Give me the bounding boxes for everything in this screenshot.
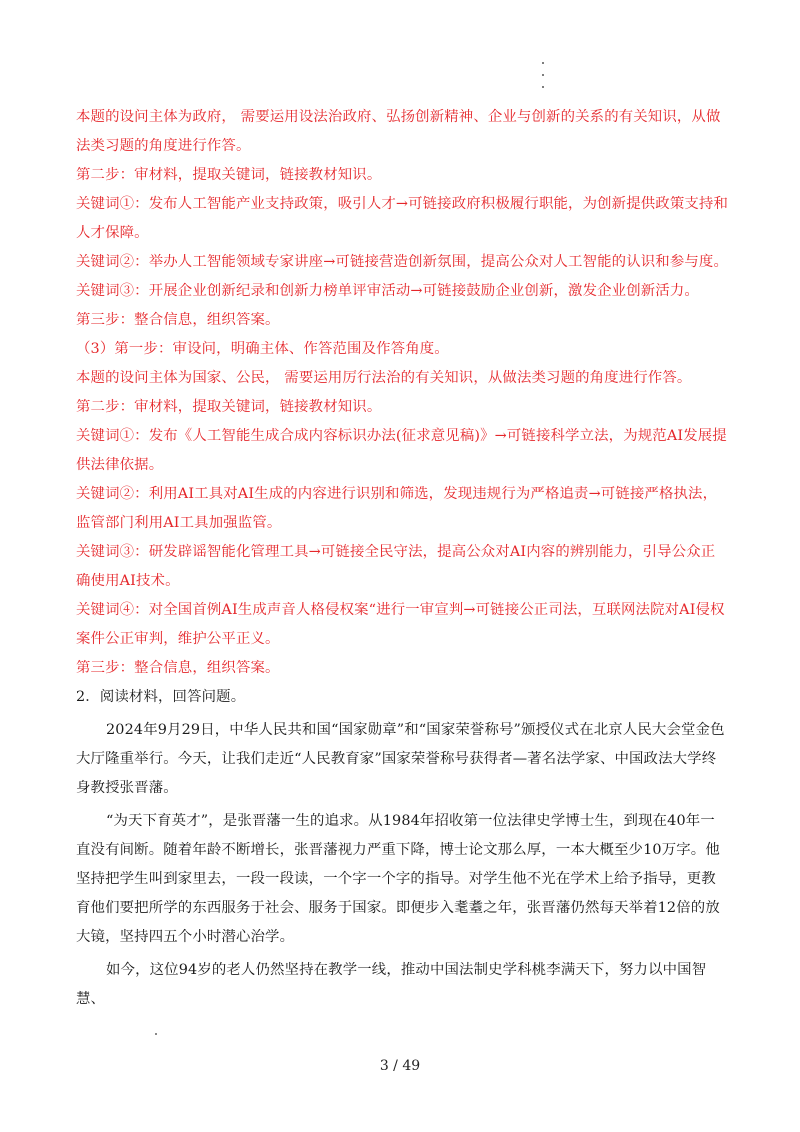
footer-mark [155,1033,157,1035]
paragraph: 本题的设问主体为国家、公民， 需要运用厉行法治的有关知识，从做法类习题的角度进行作答。 [76,370,692,386]
paragraph: “为天下育英才”，是张晋藩一生的追求。从1984年招收第一位法律史学博士生，到现在40年一直没有间断。随着年龄不断增长，张晋藩视力严重下降，博士论文那么厚，一本大概至少10万字。他坚持把学生叫到家里去，一段一段读，一个字一个字的指导。对学生他不光在学术上给予指导，更教育他们要把所学的东西服务于社会、服务于国家。即便步入耄耋之年，张晋藩仍然每天举着12倍的放大镜，坚持四五个小时潜心治学。 [76,813,720,945]
page-number: 3 / 49 [379,1058,421,1074]
paragraph: 第二步：审材料，提取关键词，链接教材知识。 [76,399,382,415]
paragraph: 关键词④：对全国首例AI生成声音人格侵权案“进行一审宣判→可链接公正司法，互联网法院对AI侵权案件公正审判，维护公平正义。 [76,602,725,647]
header-dots [538,62,548,98]
paragraph: 第三步：整合信息，组织答案。 [76,660,280,676]
paragraph: 关键词③：开展企业创新纪录和创新力榜单评审活动→可链接鼓励企业创新，激发企业创新活力。 [76,283,699,299]
paragraph: 关键词②：利用AI工具对AI生成的内容进行识别和筛选，发现违规行为严格追责→可链接严格执法，监管部门利用AI工具加强监管。 [76,486,718,531]
paragraph: 关键词③：研发辟谣智能化管理工具→可链接全民守法，提高公众对AI内容的辨别能力，引导公众正确使用AI技术。 [76,544,716,589]
paragraph: 2024年9月29日，中华人民共和国“国家勋章”和“国家荣誉称号”颁授仪式在北京人民大会堂金色大厅隆重举行。今天，让我们走近“人民教育家”国家荣誉称号获得者—著名法学家、中国政法大学终身教授张晋藩。 [76,722,725,796]
paragraph: 关键词①：发布《人工智能生成合成内容标识办法(征求意见稿)》→可链接科学立法，为规范AI发展提供法律依据。 [76,428,727,473]
paragraph: （3）第一步：审设问，明确主体、作答范围及作答角度。 [76,341,449,357]
paragraph: 关键词①：发布人工智能产业支持政策，吸引人才→可链接政府积极履行职能，为创新提供政策支持和人才保障。 [76,196,728,241]
paragraph: 第三步：整合信息，组织答案。 [76,312,280,328]
paragraph: 本题的设问主体为政府， 需要运用设法治政府、弘扬创新精神、企业与创新的关系的有关知识，从做法类习题的角度进行作答。 [76,109,721,154]
paragraph: 第二步：审材料，提取关键词，链接教材知识。 [76,167,382,183]
document-body [76,103,728,1014]
paragraph: 关键词②：举办人工智能领域专家讲座→可链接营造创新氛围，提高公众对人工智能的认识和参与度。 [76,254,728,270]
paragraph: 如今，这位94岁的老人仍然坚持在教学一线，推动中国法制史学科桃李满天下，努力以中国智慧、 [76,962,707,1007]
question-heading: 2．阅读材料，回答问题。 [76,689,246,705]
